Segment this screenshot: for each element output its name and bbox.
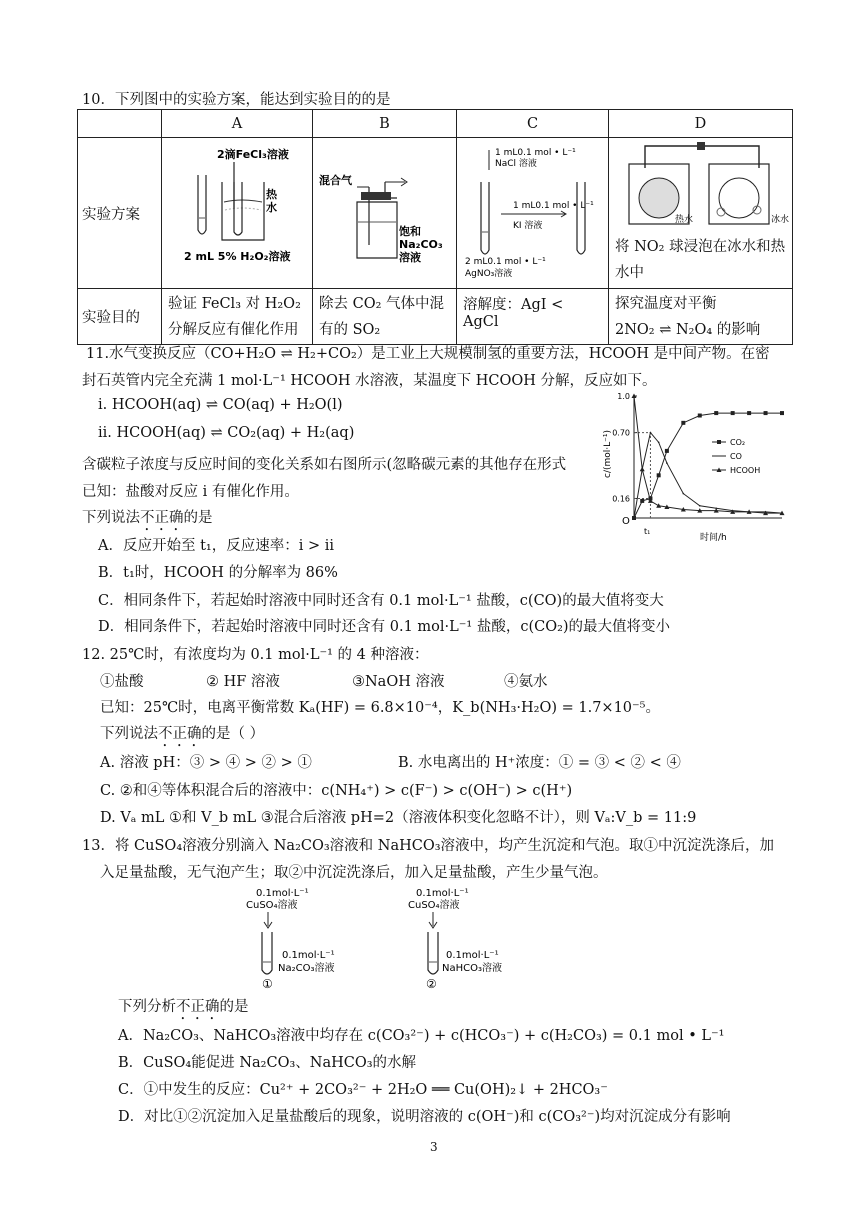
fig1-num: ① [262,977,273,991]
q12-option-d: D. Vₐ mL ①和 V_b mL ③混合后溶液 pH=2（溶液体积变化忽略不计），则 Vₐ:V_b = 11:9 [100,810,697,826]
col-header-c: C [457,110,609,138]
q11-ask [82,506,213,534]
d-scheme-text: 将 NO₂ 球浸泡在冰水和热水中 [615,239,786,281]
q12-known: 已知：25℃时，电离平衡常数 Kₐ(HF) = 6.8×10⁻⁴，K_b(NH₃·H₂O) = 1.7×10⁻⁵。 [100,700,660,716]
col-header-a: A [162,110,313,138]
legend-marker [717,440,721,444]
q13-line1: 13．将 CuSO₄溶液分别滴入 Na₂CO₃溶液和 NaHCO₃溶液中，均产生沉淀和气泡。取①中沉淀洗涤后，加 [82,838,775,854]
series-point [714,411,718,415]
q11-option-b: B．t₁时，HCOOH 的分解率为 86% [98,565,338,581]
chart-t1: t₁ [644,527,651,536]
q12-ask-pre: 下列说法 [100,726,158,742]
c-label-6: AgNO₃溶液 [465,269,513,279]
c-label-2: NaCl 溶液 [495,159,537,169]
chart-origin: O [622,516,630,527]
series-point [683,493,685,495]
chart-xlabel: 时间/h [700,533,727,543]
row-label-scheme: 实验方案 [78,138,162,289]
q13-line2: 入足量盐酸，无气泡产生；取②中沉淀洗涤后，加入足量盐酸，产生少量气泡。 [100,865,608,881]
q11-line4: 已知：盐酸对反应 i 有催化作用。 [82,484,299,500]
q13-ask-pre: 下列分析 [118,999,176,1015]
b-sol-label-2: Na₂CO₃ [399,238,443,251]
q13-option-d: D．对比①②沉淀加入足量盐酸后的现象，说明溶液的 c(OH⁻)和 c(CO₃²⁻)均对沉淀成分有影响 [118,1109,731,1125]
q12-option-c: C. ②和④等体积混合后的溶液中：c(NH₄⁺) > c(F⁻) > c(OH⁻) > c(H⁺) [100,783,573,799]
row-label-purpose: 实验目的 [78,289,162,345]
q12-option-b: B. 水电离出的 H⁺浓度：① = ③ < ② < ④ [398,755,681,771]
series-line-1 [634,433,782,518]
q10-title: 10．下列图中的实验方案，能达到实验目的的是 [82,92,391,108]
fig1-side1: 0.1mol·L⁻¹ [282,950,335,961]
d-hot-label: 热水 [675,215,694,225]
legend-label: CO [730,452,742,461]
purpose-b: 除去 CO₂ 气体中混有的 SO₂ [313,289,457,345]
a-apparatus-figure [162,140,312,282]
q13-ask-post: 的是 [219,999,249,1015]
q12-ask [100,722,264,750]
q11-option-a: A．反应开始至 t₁，反应速率：i > ii [98,538,334,554]
cell-a-figure [162,138,313,289]
series-point [656,503,661,508]
fig2-num: ② [426,977,437,991]
purpose-d-line1: 探究温度对平衡 [615,295,717,312]
series-point [665,449,669,453]
tube-figure-1 [246,888,335,991]
fig1-top2: CuSO₄溶液 [246,900,298,911]
d-no2-balls-figure [609,138,792,228]
c-test-tube-figure [457,140,608,282]
series-point [658,442,660,444]
c-label-4: KI 溶液 [513,221,543,231]
a-top-label: 2滴FeCl₃溶液 [217,148,289,161]
fig1-side2: Na₂CO₃溶液 [278,963,335,974]
q13-tube-figures [240,884,540,992]
a-hot-label-1: 热 [266,188,277,201]
chart-ylabel: c/(mol·L⁻¹) [603,429,613,478]
q12-ask-emph: 不正确 [158,726,202,742]
fig1-top1: 0.1mol·L⁻¹ [256,888,309,899]
q11-option-c: C．相同条件下，若起始时溶液中同时还含有 0.1 mol·L⁻¹ 盐酸，c(CO)的最大值将变大 [98,593,664,609]
series-point [640,499,644,503]
purpose-c: 溶解度：AgI < AgCl [457,289,609,345]
fig2-side2: NaHCO₃溶液 [442,963,502,974]
q11-option-d: D．相同条件下，若起始时溶液中同时还含有 0.1 mol·L⁻¹ 盐酸，c(CO₂)的最大值将变小 [98,619,671,635]
b-gas-label: 混合气 [319,174,352,187]
q12-solution-4: ④氨水 [504,674,548,690]
purpose-a: 验证 FeCl₃ 对 H₂O₂ 分解反应有催化作用 [162,289,313,345]
tube-figure-2 [408,888,502,991]
q12-solution-3: ③NaOH 溶液 [352,674,445,690]
chart-y-tick-label: 1.0 [617,392,630,401]
table-corner [78,110,162,138]
cell-c-figure [457,138,609,289]
series-point [650,432,652,434]
purpose-d [609,289,793,345]
c-label-1: 1 mL0.1 mol • L⁻¹ [495,148,576,158]
series-point [780,411,784,415]
q12-ask-post: 的是（ ） [201,726,265,742]
chart-series [632,394,785,521]
b-gas-bottle-figure [313,140,456,282]
q12-line1: 12. 25℃时，有浓度均为 0.1 mol·L⁻¹ 的 4 种溶液： [82,647,429,663]
q11-line1: 11.水气变换反应（CO+H₂O ⇌ H₂+CO₂）是工业上大规模制氢的重要方法，HCOOH 是中间产物。在密 [86,346,770,362]
series-point [666,462,668,464]
q12-option-a: A. 溶液 pH：③ > ④ > ② > ① [100,755,312,771]
a-bottom-label: 2 mL 5% H₂O₂溶液 [184,250,291,263]
q13-ask-emph: 不正确 [176,999,220,1015]
series-point [633,517,635,519]
page-number: 3 [430,1140,438,1154]
series-point [747,411,751,415]
q13-ask [118,995,249,1023]
b-sol-label-1: 饱和 [399,225,421,238]
q13-option-c: C．①中发生的反应：Cu²⁺ + 2CO₃²⁻ + 2H₂O ══ Cu(OH)₂↓ + 2HCO₃⁻ [118,1082,608,1098]
purpose-d-line2: 2NO₂ ⇌ N₂O₄ 的影响 [615,321,761,338]
cell-b-figure [313,138,457,289]
chart-legend [712,438,760,475]
q11-rxn1: i. HCOOH(aq) ⇌ CO(aq) + H₂O(l) [98,397,343,413]
q11-line3: 含碳粒子浓度与反应时间的变化关系如右图所示(忽略碳元素的其他存在形式 [82,457,567,473]
fig2-side1: 0.1mol·L⁻¹ [446,950,499,961]
series-point [640,467,645,472]
legend-label: CO₂ [730,438,746,447]
q12-solution-1: ①盐酸 [100,674,144,690]
fig2-top1: 0.1mol·L⁻¹ [416,888,469,899]
fig2-top2: CuSO₄溶液 [408,900,460,911]
q10-table [77,109,793,345]
concentration-time-chart [600,388,790,543]
a-hot-label-2: 水 [266,201,277,214]
q11-ask-post: 的是 [183,510,213,526]
series-point [657,473,661,477]
q12-solution-2: ② HF 溶液 [206,674,280,690]
q13-option-a: A．Na₂CO₃、NaHCO₃溶液中均存在 c(CO₃²⁻) + c(HCO₃⁻) + c(H₂CO₃) = 0.1 mol • L⁻¹ [118,1028,725,1044]
series-point [764,411,768,415]
series-point [698,414,702,418]
chart-y-tick-label: 0.16 [612,494,630,504]
c-label-3: 1 mL0.1 mol • L⁻¹ [513,201,594,211]
legend-label: HCOOH [730,466,761,475]
col-header-d: D [609,110,793,138]
q11-ask-emph: 不正确 [140,510,184,526]
series-point [731,411,735,415]
cell-d-figure [609,138,793,289]
c-label-5: 2 mL0.1 mol • L⁻¹ [465,257,546,267]
series-point [681,421,685,425]
col-header-b: B [313,110,457,138]
q11-rxn2: ii. HCOOH(aq) ⇌ CO₂(aq) + H₂(aq) [98,425,355,441]
chart-y-tick-label: 0.70 [612,428,630,438]
b-sol-label-3: 溶液 [399,251,421,264]
q11-line2: 封石英管内完全充满 1 mol·L⁻¹ HCOOH 水溶液，某温度下 HCOOH 分解，反应如下。 [82,373,657,389]
d-ice-label: 冰水 [771,215,790,225]
q13-option-b: B．CuSO₄能促进 Na₂CO₃、NaHCO₃的水解 [118,1055,417,1071]
q11-ask-pre: 下列说法 [82,510,140,526]
series-point [699,505,701,507]
